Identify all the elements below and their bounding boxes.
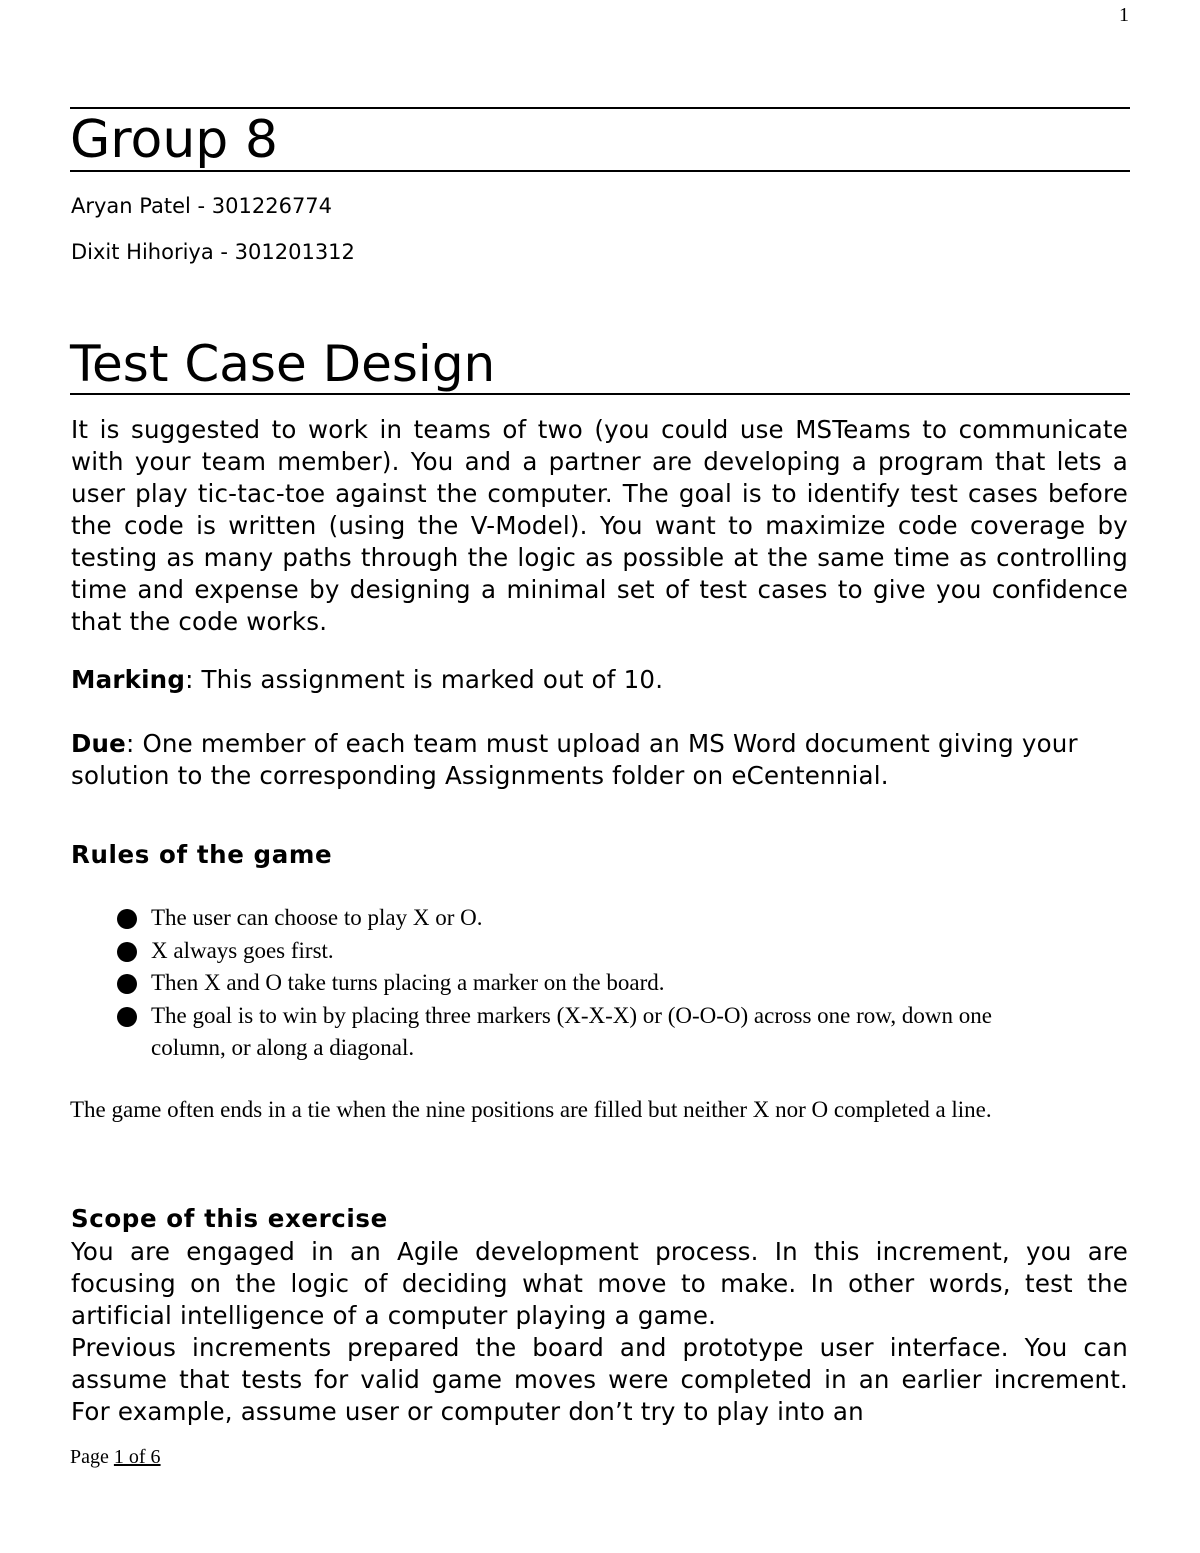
rule-text: Then X and O take turns placing a marker on the board.	[151, 970, 665, 995]
marking-paragraph	[71, 664, 1128, 696]
marking-label: Marking	[71, 665, 186, 694]
member-2: Dixit Hihoriya - 301201312	[71, 240, 355, 264]
marking-text: : This assignment is marked out of 10.	[185, 665, 664, 694]
list-item	[117, 935, 1047, 968]
due-label: Due	[71, 729, 126, 758]
bullet-icon	[117, 942, 137, 962]
bullet-icon	[117, 909, 137, 929]
tie-note: The game often ends in a tie when the nine positions are filled but neither X nor O completed a line.	[70, 1097, 992, 1122]
rules-list	[117, 902, 1047, 1065]
section-rule	[70, 393, 1130, 395]
bullet-icon	[117, 974, 137, 994]
bullet-icon	[117, 1007, 137, 1027]
scope-paragraph-2: Previous increments prepared the board and prototype user interface. You can assume that tests for valid game moves were completed in an earlier increment. For example, assume user or computer don’t try to play into an	[71, 1333, 1128, 1426]
page-number-header: 1	[1119, 4, 1129, 26]
list-item	[117, 902, 1047, 935]
scope-heading: Scope of this exercise	[71, 1204, 388, 1233]
member-1: Aryan Patel - 301226774	[71, 194, 333, 218]
list-item	[117, 967, 1047, 1000]
rule-text: The user can choose to play X or O.	[151, 905, 483, 930]
title-top-rule	[70, 107, 1130, 109]
rules-heading: Rules of the game	[71, 840, 333, 869]
footer-prefix: Page	[70, 1446, 114, 1468]
rule-text: The goal is to win by placing three markers (X-X-X) or (O-O-O) across one row, down one column, or along a diagonal.	[151, 1002, 992, 1060]
rule-text: X always goes first.	[151, 937, 334, 963]
scope-paragraph-1: You are engaged in an Agile development process. In this increment, you are focusing on the logic of deciding what move to make. In other words, test the artificial intelligence of a computer playing a game.	[71, 1237, 1128, 1330]
due-paragraph	[71, 728, 1128, 792]
title-bottom-rule	[70, 170, 1130, 172]
section-heading: Test Case Design	[70, 335, 496, 393]
list-item	[117, 1000, 1047, 1065]
due-text: : One member of each team must upload an MS Word document giving your solution to the corresponding Assignments folder on eCentennial.	[71, 729, 1078, 790]
intro-paragraph: It is suggested to work in teams of two (you could use MSTeams to communicate with your team member). You and a partner are developing a program that lets a user play tic-tac-toe against the computer. The goal is to identify test cases before the code is written (using the V-Model). You want to maximize code coverage by testing as many paths through the logic as possible at the same time as controlling time and expense by designing a minimal set of test cases to give you confidence that the code works.	[71, 415, 1128, 636]
group-title: Group 8	[70, 110, 278, 170]
page-footer	[70, 1443, 161, 1471]
page-count-link[interactable]: 1 of 6	[113, 1446, 161, 1468]
